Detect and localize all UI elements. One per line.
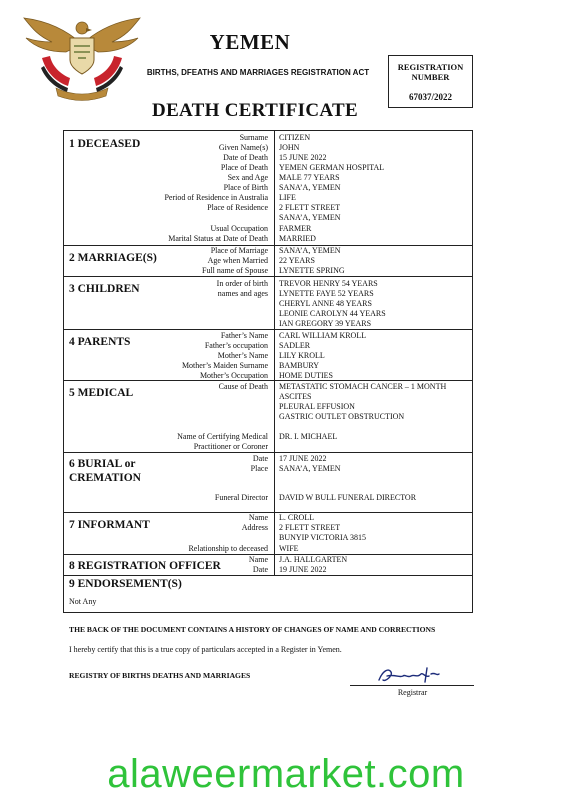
field-row: Funeral Director DAVID W BULL FUNERAL DIRECTOR [214, 493, 417, 502]
section-medical [64, 381, 472, 453]
field-row: Period of Residence in Australia LIFE [164, 193, 296, 202]
field-row: Relationship to deceased WIFE [188, 544, 299, 553]
field-row: Address 2 FLETT STREET [241, 523, 341, 532]
field-row: Place of Residence 2 FLETT STREET [207, 203, 341, 212]
field-row: Mother’s Name LILY KROLL [217, 351, 325, 360]
registrar-signature-icon [375, 664, 445, 686]
registry-name: REGISTRY OF BIRTHS DEATHS AND MARRIAGES [69, 671, 251, 680]
field-row: Mother’s Maiden Surname BAMBURY [181, 361, 320, 370]
field-row: ASCITES [279, 392, 312, 401]
field-row: Usual Occupation FARMER [210, 224, 312, 233]
field-row: Age when Married 22 YEARS [207, 256, 315, 265]
field-row: GASTRIC OUTLET OBSTRUCTION [279, 412, 405, 421]
registration-number: 67037/2022 [408, 92, 452, 102]
field-row: Given Name(s) JOHN [218, 143, 300, 152]
back-of-document-note: THE BACK OF THE DOCUMENT CONTAINS A HISTORY OF CHANGES OF NAME AND CORRECTIONS [69, 625, 436, 634]
document-title: DEATH CERTIFICATE [152, 100, 358, 121]
field-row: Place of Death YEMEN GERMAN HOSPITAL [220, 163, 385, 172]
field-row: Name of Certifying Medical DR. I. MICHAEL [177, 432, 338, 441]
section-title-marriage: 2 MARRIAGE(S) [69, 252, 157, 264]
section-title-cremation: CREMATION [69, 472, 141, 484]
certification-statement: I hereby certify that this is a true copy of particulars accepted in a Register in Yemen. [69, 645, 342, 654]
section-title-children: 3 CHILDREN [69, 283, 140, 295]
section-registration-officer [64, 555, 472, 576]
field-row: Date 19 JUNE 2022 [252, 565, 327, 574]
field-row: SANA’A, YEMEN [279, 213, 341, 222]
field-row: Mother’s Occupation HOME DUTIES [199, 371, 333, 380]
field-row: Marital Status at Date of Death MARRIED [168, 234, 316, 243]
field-row: Name L. CROLL [248, 513, 315, 522]
section-informant [64, 513, 472, 555]
field-row: Place of Marriage SANA’A, YEMEN [210, 246, 341, 255]
field-row: CHERYL ANNE 48 YEARS [279, 299, 372, 308]
section-title-endorsement: 9 ENDORSEMENT(S) [69, 578, 182, 590]
section-marriage [64, 246, 472, 277]
field-row: Sex and Age MALE 77 YEARS [227, 173, 340, 182]
section-title-parents: 4 PARENTS [69, 336, 131, 348]
section-parents [64, 330, 472, 381]
section-deceased [64, 131, 472, 246]
registration-label: REGISTRATION NUMBER [397, 62, 464, 82]
section-endorsement [64, 576, 472, 612]
field-row: Full name of Spouse LYNETTE SPRING [202, 266, 345, 275]
country-name: YEMEN [209, 30, 291, 54]
section-children [64, 277, 472, 330]
field-row: Place of Birth SANA’A, YEMEN [223, 183, 341, 192]
field-row: Date 17 JUNE 2022 [252, 454, 327, 463]
field-row: IAN GREGORY 39 YEARS [279, 319, 372, 328]
section-title-medical: 5 MEDICAL [69, 387, 134, 399]
certificate-table [63, 130, 473, 613]
field-row: Cause of Death METASTATIC STOMACH CANCER – 1 MONTH [218, 382, 447, 391]
endorsement-note: Not Any [69, 597, 97, 606]
yemen-eagle-emblem-icon [22, 6, 142, 102]
field-row: Place SANA’A, YEMEN [250, 464, 341, 473]
section-burial [64, 453, 472, 513]
section-title-burial: 6 BURIAL or [69, 458, 136, 470]
field-row: Father’s occupation SADLER [204, 341, 311, 350]
field-row: Date of Death 15 JUNE 2022 [223, 153, 327, 162]
field-row: Name J.A. HALLGARTEN [248, 555, 348, 564]
registrar-label: Registrar [397, 688, 428, 697]
field-row: Father’s Name CARL WILLIAM KROLL [220, 331, 367, 340]
section-title-deceased: 1 DECEASED [69, 138, 141, 150]
watermark-text: alaweermarket.com [107, 752, 465, 796]
registration-box [388, 55, 473, 108]
field-row: BUNYIP VICTORIA 3815 [279, 533, 366, 542]
field-row: PLEURAL EFFUSION [279, 402, 355, 411]
field-row: In order of birth TREVOR HENRY 54 YEARS [216, 279, 378, 288]
section-title-informant: 7 INFORMANT [69, 519, 150, 531]
field-row: LEONIE CAROLYN 44 YEARS [279, 309, 386, 318]
section-title-registration-officer: 8 REGISTRATION OFFICER [69, 560, 221, 572]
signature-line [350, 685, 474, 686]
field-row: Practitioner or Coroner [193, 442, 268, 451]
act-title: BIRTHS, DFEATHS AND MARRIAGES REGISTRATION ACT [146, 68, 370, 77]
field-row: Surname CITIZEN [239, 133, 311, 142]
field-row: names and ages LYNETTE FAYE 52 YEARS [217, 289, 374, 298]
